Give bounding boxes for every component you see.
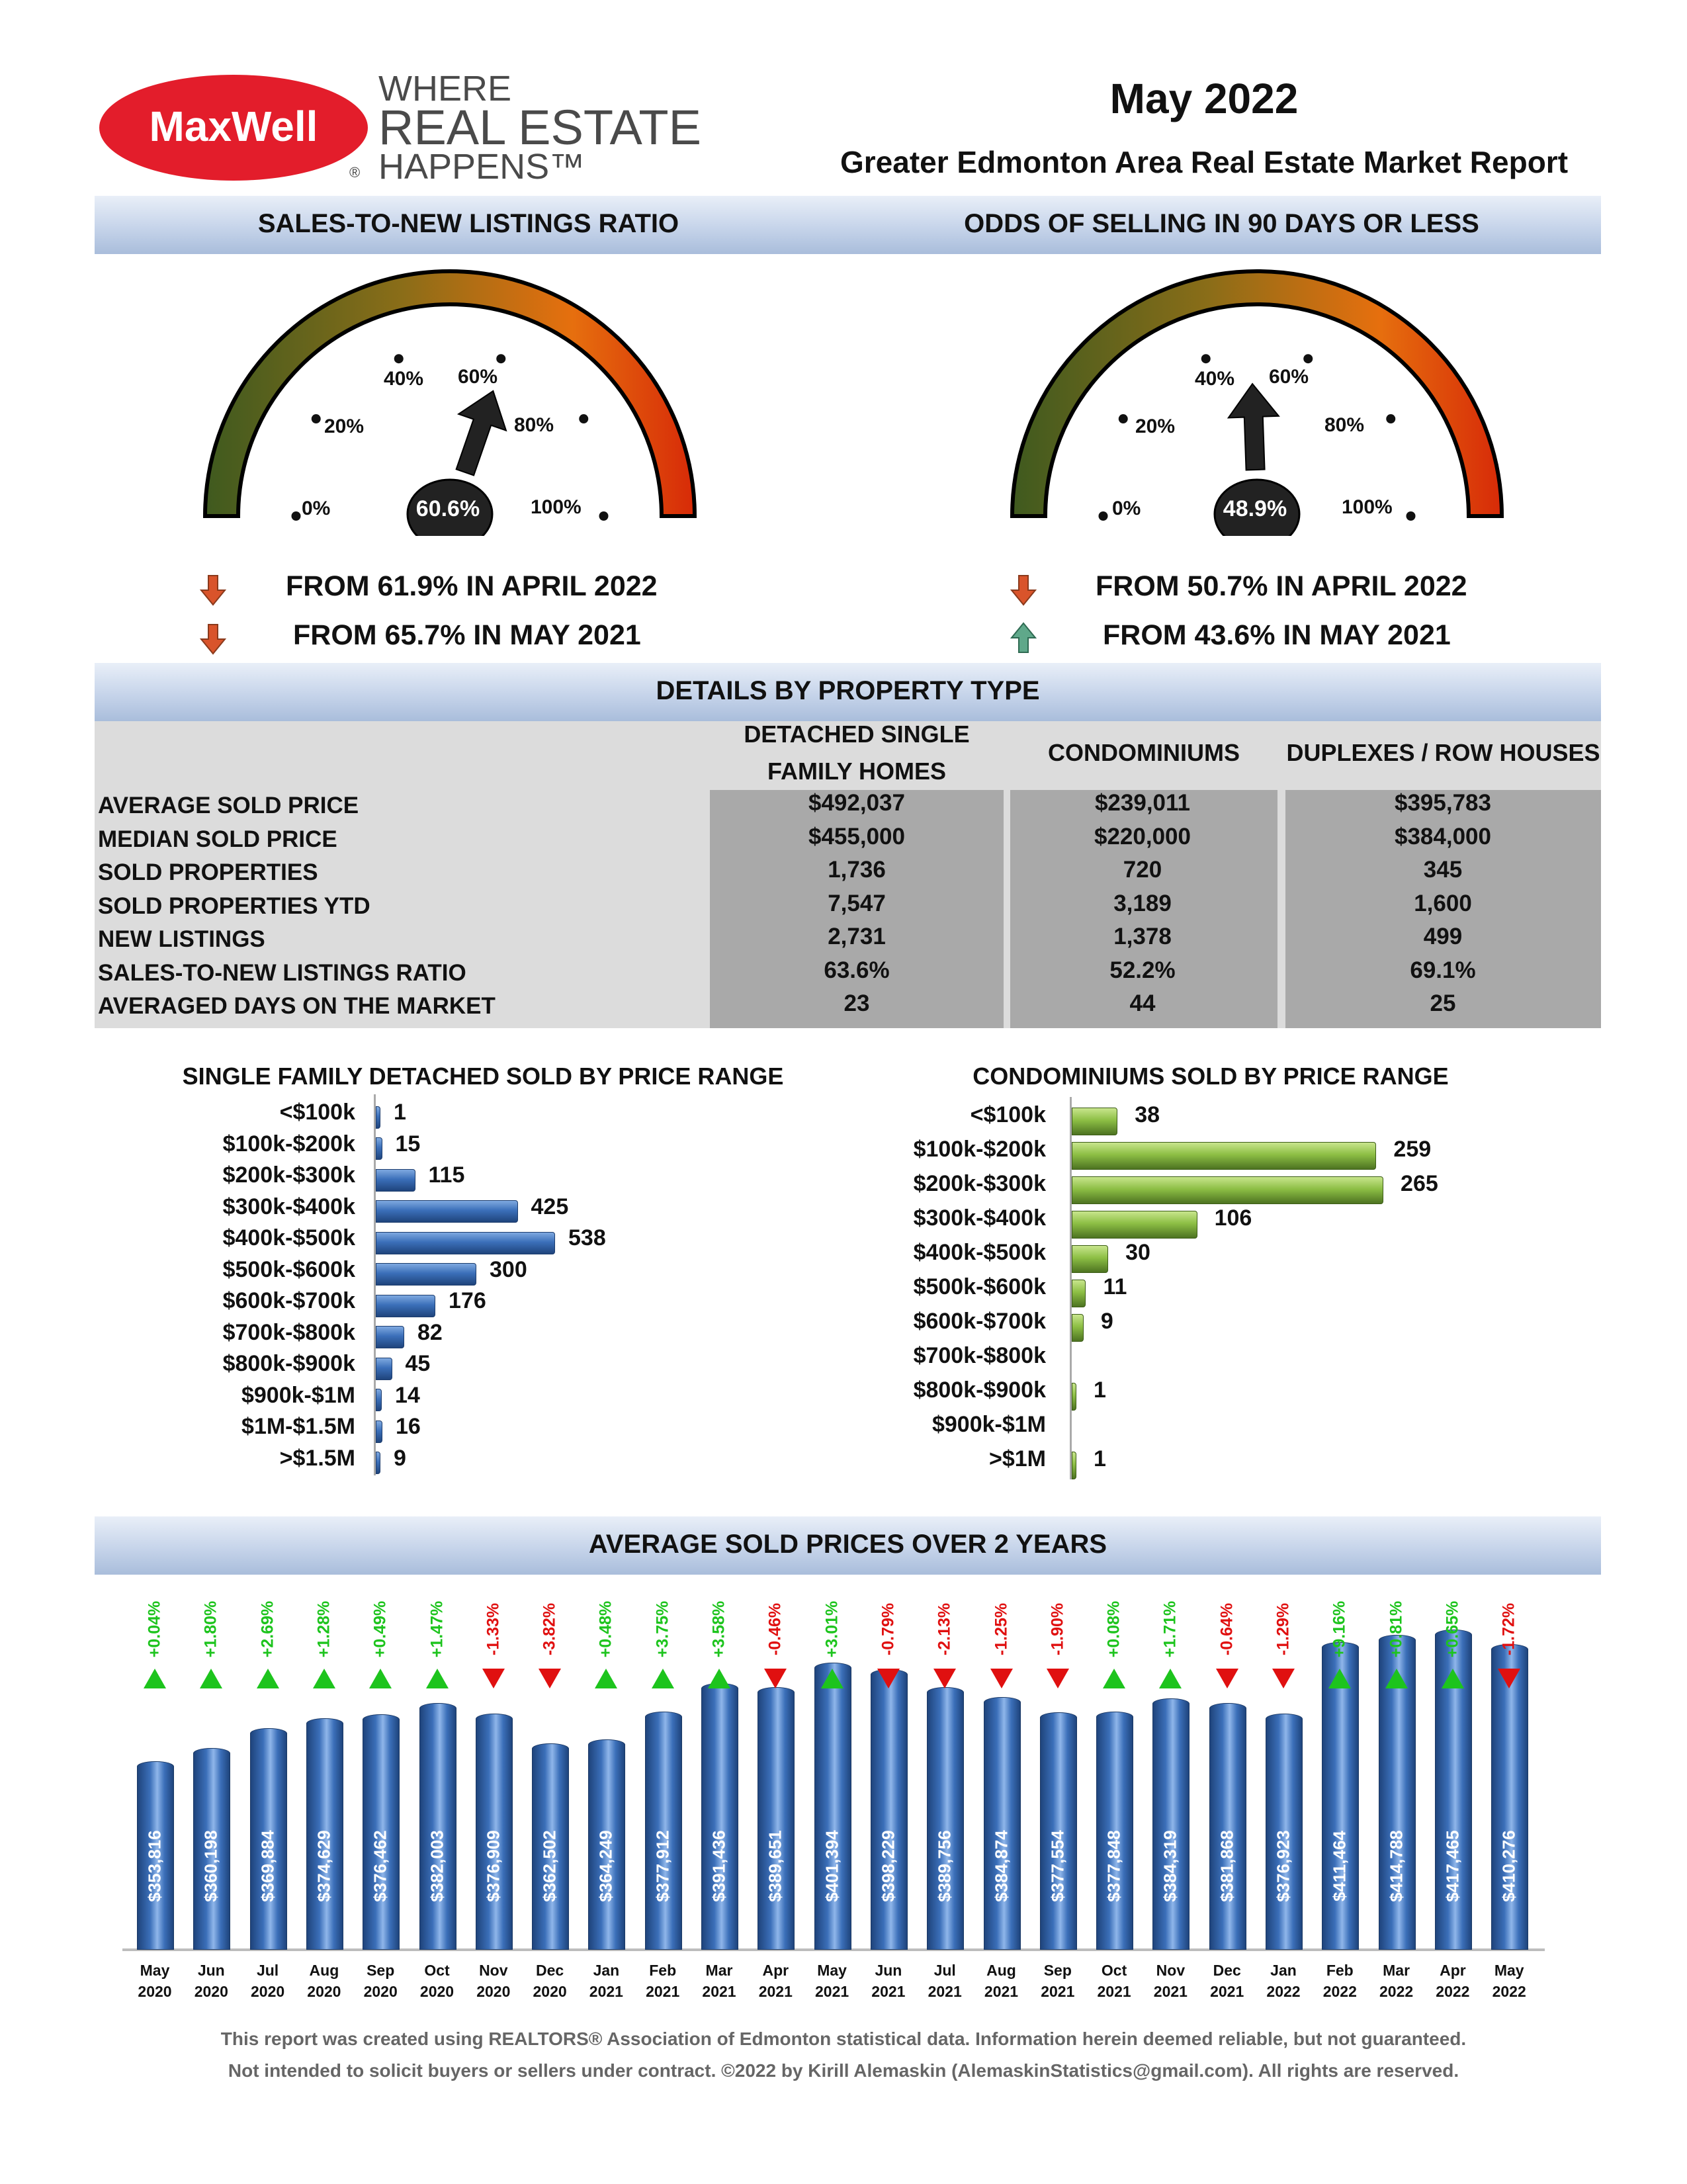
details-row-label: SOLD PROPERTIES YTD (98, 893, 370, 919)
monthly-change-label: -0.46% (765, 1602, 785, 1656)
price-range-value: 176 (449, 1288, 486, 1313)
price-range-bar (1072, 1245, 1108, 1273)
tagline-line-3: HAPPENS™ (378, 147, 585, 187)
year-label: 2022 (1322, 1983, 1357, 2000)
price-range-label: $300k-$400k (913, 1205, 1046, 1231)
avg-price-value: $374,629 (314, 1830, 334, 1902)
details-row-label: AVERAGED DAYS ON THE MARKET (98, 993, 496, 1019)
up-triangle-icon (1385, 1669, 1408, 1688)
down-triangle-icon (539, 1669, 561, 1688)
avg-price-value: $369,884 (257, 1830, 278, 1902)
monthly-change-label: +3.75% (653, 1600, 672, 1658)
year-label: 2020 (476, 1983, 511, 2000)
gauge-tick-dot (1201, 354, 1211, 363)
arrow-down-icon (200, 574, 226, 606)
price-range-value: 82 (417, 1319, 443, 1345)
price-range-bar (376, 1106, 380, 1129)
year-label: 2021 (1041, 1983, 1075, 2000)
year-label: 2020 (194, 1983, 228, 2000)
details-cell: 345 (1423, 857, 1463, 883)
details-cell: 7,547 (828, 890, 886, 916)
monthly-change-label: -1.33% (484, 1602, 503, 1656)
avg-price-value: $382,003 (427, 1830, 447, 1902)
year-label: 2022 (1379, 1983, 1414, 2000)
year-label: 2021 (589, 1983, 623, 2000)
details-row-label: SOLD PROPERTIES (98, 859, 318, 885)
gauge-heading-right: ODDS OF SELLING IN 90 DAYS OR LESS (964, 209, 1479, 238)
gauge-needle (456, 391, 506, 475)
details-header-band (95, 663, 1601, 721)
price-range-bar (376, 1326, 404, 1348)
price-range-label: $700k-$800k (222, 1319, 355, 1345)
gauge-header-band (95, 196, 1601, 254)
report-title: Greater Edmonton Area Real Estate Market Report (840, 145, 1569, 179)
monthly-change-label: +0.08% (1104, 1600, 1123, 1658)
gauge-tick-100: 100% (1342, 496, 1393, 518)
gauge-value-left: 60.6% (415, 496, 480, 521)
month-label: Dec (535, 1962, 564, 1979)
down-triangle-icon (482, 1669, 505, 1688)
gauge-tick-dot (579, 414, 588, 423)
details-row-label: NEW LISTINGS (98, 926, 265, 952)
gauge-tick-40: 40% (384, 368, 424, 390)
gauge-tick-60: 60% (458, 366, 498, 388)
year-label: 2020 (251, 1983, 285, 2000)
price-range-label: >$1.5M (279, 1445, 355, 1471)
avg-price-value: $411,464 (1329, 1831, 1350, 1902)
up-triangle-icon (1442, 1669, 1464, 1688)
avg-price-value: $376,909 (483, 1830, 503, 1902)
tagline-line-1: WHERE (378, 69, 511, 109)
monthly-change-label: +9.16% (1330, 1600, 1349, 1658)
arrow-down-icon (200, 623, 226, 655)
footer-line-1: This report was created using REALTORS® Association of Edmonton statistical data. Information herein deemed reliable, but not guaranteed. (220, 2029, 1467, 2049)
price-range-bar (1072, 1108, 1117, 1135)
price-range-label: $200k-$300k (222, 1162, 355, 1188)
month-label: Apr (762, 1962, 789, 1979)
avg-price-header-band (95, 1516, 1601, 1575)
gauge-tick-dot (312, 414, 321, 423)
gauge-tick-dot (1406, 511, 1416, 521)
year-label: 2021 (702, 1983, 736, 2000)
gauge-tick-dot (496, 354, 505, 363)
price-range-bar (1072, 1383, 1076, 1411)
price-range-label: $100k-$200k (222, 1131, 355, 1157)
month-label: May (1494, 1962, 1524, 1979)
month-label: Aug (309, 1962, 339, 1979)
registered-mark: ® (349, 164, 361, 181)
details-cell: 1,600 (1414, 890, 1472, 916)
price-range-label: $900k-$1M (241, 1382, 355, 1408)
up-triangle-icon (708, 1669, 730, 1688)
price-range-value: 259 (1393, 1137, 1432, 1162)
month-label: May (817, 1962, 847, 1979)
report-period: May 2022 (1109, 75, 1299, 122)
price-range-value: 30 (1125, 1240, 1150, 1265)
price-range-label: $1M-$1.5M (241, 1414, 355, 1439)
gauge-left-change-1: FROM 61.9% IN APRIL 2022 (286, 570, 658, 602)
details-cell: 69.1% (1410, 957, 1476, 983)
price-range-label: >$1M (989, 1446, 1046, 1471)
year-label: 2020 (363, 1983, 398, 2000)
gauge-tick-dot (1119, 414, 1128, 423)
monthly-change-label: +0.65% (1443, 1600, 1462, 1658)
avg-price-heading: AVERAGE SOLD PRICES OVER 2 YEARS (588, 1530, 1107, 1559)
gauge-tick-20: 20% (1135, 415, 1176, 437)
details-cell: 23 (844, 990, 870, 1016)
price-range-value: 45 (405, 1351, 431, 1376)
month-label: Mar (705, 1962, 733, 1979)
price-range-value: 11 (1103, 1274, 1127, 1299)
details-cell: $455,000 (808, 823, 905, 850)
up-triangle-icon (821, 1669, 844, 1688)
gauge-tick-60: 60% (1269, 366, 1309, 388)
price-range-value: 1 (1094, 1446, 1106, 1471)
up-triangle-icon (652, 1669, 674, 1688)
price-range-label: $400k-$500k (222, 1225, 355, 1250)
col-header-detached (710, 716, 1004, 790)
logo-text: MaxWell (149, 103, 318, 150)
tagline (378, 69, 701, 187)
price-range-label: $200k-$300k (913, 1171, 1046, 1196)
price-range-value: 16 (396, 1414, 421, 1439)
price-range-value: 106 (1214, 1205, 1252, 1231)
avg-price-value: $360,198 (200, 1830, 221, 1902)
price-range-label: $500k-$600k (913, 1274, 1046, 1299)
up-triangle-icon (257, 1669, 279, 1688)
avg-price-value: $377,554 (1047, 1830, 1068, 1902)
month-label: Nov (479, 1962, 508, 1979)
price-range-label: <$100k (279, 1100, 355, 1125)
month-label: Jul (256, 1962, 279, 1979)
gauge-tick-dot (1099, 511, 1108, 521)
footer-line-2: Not intended to solicit buyers or sellers under contract. ©2022 by Kirill Alemaskin (AlemaskinStatistics@gmail.com). All rights are reserved. (228, 2060, 1459, 2081)
avg-price-value: $362,502 (539, 1830, 560, 1902)
gauge-right-change-1: FROM 50.7% IN APRIL 2022 (1096, 570, 1467, 602)
price-range-value: 15 (395, 1131, 421, 1157)
monthly-change-label: -1.90% (1048, 1602, 1067, 1656)
gauge-left-change-2: FROM 65.7% IN MAY 2021 (293, 619, 641, 651)
month-label: Jun (875, 1962, 902, 1979)
down-triangle-icon (990, 1669, 1013, 1688)
year-label: 2020 (138, 1983, 172, 2000)
monthly-change-label: -0.79% (879, 1602, 898, 1656)
month-label: Jun (197, 1962, 225, 1979)
price-range-value: 9 (1100, 1309, 1113, 1334)
year-label: 2022 (1266, 1983, 1301, 2000)
price-range-label: $600k-$700k (913, 1309, 1046, 1334)
gauge-tick-40: 40% (1195, 368, 1235, 390)
monthly-change-label: +3.01% (822, 1600, 842, 1658)
month-label: Feb (1326, 1962, 1354, 1979)
avg-price-value: $381,868 (1217, 1830, 1237, 1902)
monthly-change-label: +0.48% (596, 1600, 615, 1658)
price-range-value: 9 (394, 1445, 406, 1471)
gauge-tick-0: 0% (302, 498, 331, 519)
gauge-tick-dot (394, 354, 404, 363)
price-range-bar (1072, 1176, 1383, 1204)
monthly-change-label: +3.58% (709, 1600, 728, 1658)
tagline-line-2: REAL ESTATE (378, 100, 701, 155)
avg-price-value: $401,394 (822, 1830, 842, 1902)
up-triangle-icon (595, 1669, 617, 1688)
gauge-heading-left: SALES-TO-NEW LISTINGS RATIO (257, 209, 679, 238)
monthly-change-label: +1.28% (314, 1600, 333, 1658)
up-triangle-icon (426, 1669, 449, 1688)
monthly-change-label: -1.72% (1499, 1602, 1518, 1656)
details-cell: 25 (1430, 990, 1456, 1016)
price-range-bar (1072, 1280, 1086, 1307)
details-cell: $239,011 (1094, 790, 1191, 816)
details-cell: 52.2% (1109, 957, 1176, 983)
monthly-change-label: -1.25% (992, 1602, 1010, 1656)
month-label: Apr (1440, 1962, 1466, 1979)
up-triangle-icon (313, 1669, 335, 1688)
up-triangle-icon (1328, 1669, 1351, 1688)
month-label: Sep (367, 1962, 395, 1979)
price-range-label: $800k-$900k (222, 1351, 355, 1376)
price-range-value: 538 (568, 1225, 606, 1250)
up-triangle-icon (1103, 1669, 1125, 1688)
avg-price-value: $353,816 (144, 1830, 165, 1902)
price-range-value: 1 (394, 1100, 406, 1125)
monthly-change-label: +2.69% (258, 1600, 277, 1658)
details-cell: 3,189 (1113, 890, 1172, 916)
detached-chart-title: SINGLE FAMILY DETACHED SOLD BY PRICE RANGE (182, 1063, 784, 1090)
details-row-label: SALES-TO-NEW LISTINGS RATIO (98, 959, 466, 986)
price-range-label: <$100k (970, 1102, 1046, 1127)
gauge-tick-dot (1303, 354, 1313, 363)
gauge-value-badge (405, 476, 491, 543)
arrow-up-icon (1010, 622, 1037, 654)
price-range-bar (376, 1137, 382, 1160)
month-label: Dec (1213, 1962, 1241, 1979)
col-header-detached-line-1: DETACHED SINGLE (744, 721, 970, 748)
avg-price-value: $414,788 (1386, 1830, 1406, 1902)
month-label: Mar (1383, 1962, 1410, 1979)
details-heading: DETAILS BY PROPERTY TYPE (656, 676, 1040, 705)
price-range-value: 1 (1094, 1377, 1106, 1403)
price-range-bar (1072, 1142, 1376, 1170)
gauge-value-right: 48.9% (1223, 496, 1287, 521)
details-cell: $220,000 (1094, 823, 1191, 850)
price-range-label: $100k-$200k (913, 1137, 1046, 1162)
year-label: 2020 (419, 1983, 454, 2000)
price-range-value: 115 (428, 1162, 465, 1188)
price-range-bar (376, 1263, 476, 1286)
price-range-value: 265 (1401, 1171, 1438, 1196)
price-range-value: 300 (490, 1256, 527, 1282)
avg-price-value: $389,756 (934, 1830, 955, 1902)
price-range-bar (376, 1358, 392, 1380)
price-range-bar (376, 1389, 382, 1411)
month-label: May (140, 1962, 170, 1979)
month-label: Aug (986, 1962, 1016, 1979)
details-cell: 1,378 (1113, 924, 1172, 949)
details-cell: 499 (1423, 924, 1463, 949)
gauge-tick-20: 20% (324, 415, 365, 437)
avg-price-value: $398,229 (878, 1830, 898, 1902)
year-label: 2021 (984, 1983, 1019, 2000)
details-row-label: MEDIAN SOLD PRICE (98, 826, 337, 852)
price-range-label: $300k-$400k (222, 1194, 355, 1219)
year-label: 2021 (646, 1983, 680, 2000)
monthly-change-label: -2.13% (935, 1602, 954, 1656)
monthly-change-label: -3.82% (540, 1602, 559, 1656)
details-cell: 63.6% (824, 957, 890, 983)
gauge-tick-dot (1386, 414, 1395, 423)
condo-chart-title: CONDOMINIUMS SOLD BY PRICE RANGE (973, 1063, 1449, 1090)
year-label: 2021 (815, 1983, 849, 2000)
year-label: 2020 (533, 1983, 567, 2000)
price-range-bar (376, 1232, 555, 1254)
month-label: Nov (1156, 1962, 1186, 1979)
col-header-condominiums: CONDOMINIUMS (1048, 739, 1240, 766)
monthly-change-label: -0.64% (1217, 1602, 1236, 1656)
monthly-change-label: +1.80% (201, 1600, 220, 1658)
details-cell: $384,000 (1395, 823, 1491, 850)
month-label: Oct (424, 1962, 450, 1979)
monthly-change-label: +0.81% (1387, 1600, 1406, 1658)
details-cell: 1,736 (828, 857, 886, 883)
price-range-bar (1072, 1314, 1084, 1342)
gauge-tick-80: 80% (514, 414, 554, 436)
avg-price-value: $391,436 (709, 1830, 729, 1902)
avg-price-value: $377,912 (652, 1830, 673, 1902)
year-label: 2020 (307, 1983, 341, 2000)
month-label: Oct (1101, 1962, 1127, 1979)
year-label: 2021 (1153, 1983, 1188, 2000)
price-range-label: $400k-$500k (913, 1240, 1046, 1265)
avg-price-value: $376,923 (1273, 1830, 1293, 1902)
avg-price-value: $417,465 (1442, 1830, 1463, 1902)
avg-price-value: $389,651 (765, 1830, 785, 1902)
gauge-tick-dot (292, 511, 301, 521)
year-label: 2021 (1210, 1983, 1244, 2000)
gauge-right-change-2: FROM 43.6% IN MAY 2021 (1103, 619, 1451, 651)
price-range-label: $600k-$700k (222, 1288, 355, 1313)
monthly-change-label: +0.49% (370, 1600, 390, 1658)
year-label: 2021 (928, 1983, 962, 2000)
gauge-tick-0: 0% (1112, 498, 1141, 519)
price-range-label: $900k-$1M (931, 1412, 1046, 1437)
monthly-change-label: +1.71% (1160, 1600, 1180, 1658)
month-label: Jan (593, 1962, 620, 1979)
month-label: Jul (933, 1962, 956, 1979)
details-cell: 720 (1123, 857, 1162, 883)
avg-price-value: $410,276 (1498, 1830, 1519, 1902)
arrow-down-icon (1010, 574, 1037, 606)
down-triangle-icon (1216, 1669, 1238, 1688)
price-range-label: $500k-$600k (222, 1256, 355, 1282)
price-range-bar (376, 1420, 382, 1443)
gauge-value-badge (1212, 476, 1298, 543)
price-range-bar (376, 1169, 415, 1192)
price-range-bar (1072, 1211, 1197, 1239)
month-label: Jan (1270, 1962, 1297, 1979)
down-triangle-icon (1272, 1669, 1295, 1688)
price-range-value: 38 (1135, 1102, 1160, 1127)
avg-price-value: $377,848 (1103, 1830, 1124, 1902)
month-label: Feb (649, 1962, 677, 1979)
up-triangle-icon (1159, 1669, 1182, 1688)
avg-price-value: $376,462 (370, 1830, 390, 1902)
price-range-bar (376, 1452, 380, 1474)
price-range-bar (376, 1295, 435, 1317)
year-label: 2022 (1436, 1983, 1470, 2000)
details-cell: $395,783 (1395, 790, 1491, 816)
price-range-value: 425 (531, 1194, 569, 1219)
down-triangle-icon (764, 1669, 787, 1688)
year-label: 2021 (871, 1983, 906, 2000)
year-label: 2022 (1492, 1983, 1526, 2000)
gauge-needle (1229, 384, 1279, 470)
details-cell: 2,731 (828, 924, 886, 949)
down-triangle-icon (1047, 1669, 1069, 1688)
col-header-detached-line-2: FAMILY HOMES (767, 758, 947, 785)
price-range-value: 14 (395, 1382, 420, 1408)
month-label: Sep (1043, 1962, 1072, 1979)
monthly-change-label: +1.47% (427, 1600, 446, 1658)
gauge-tick-80: 80% (1324, 414, 1365, 436)
gauge-tick-dot (599, 511, 609, 521)
price-range-label: $800k-$900k (913, 1377, 1046, 1403)
price-range-label: $700k-$800k (913, 1343, 1046, 1368)
avg-price-value: $384,874 (991, 1830, 1011, 1902)
monthly-change-label: -1.29% (1274, 1602, 1293, 1656)
down-triangle-icon (933, 1669, 956, 1688)
price-range-bar (1072, 1452, 1076, 1479)
price-range-bar (376, 1200, 518, 1223)
year-label: 2021 (758, 1983, 793, 2000)
details-cell: 44 (1129, 990, 1156, 1016)
avg-price-value: $364,249 (595, 1830, 616, 1902)
up-triangle-icon (200, 1669, 222, 1688)
down-triangle-icon (1498, 1669, 1520, 1688)
logo (98, 71, 369, 184)
col-header-duplexes: DUPLEXES / ROW HOUSES (1286, 739, 1600, 766)
avg-price-value: $384,319 (1160, 1830, 1180, 1902)
year-label: 2021 (1097, 1983, 1131, 2000)
gauge-tick-100: 100% (531, 496, 582, 518)
details-cell: $492,037 (808, 790, 905, 816)
up-triangle-icon (369, 1669, 392, 1688)
details-row-label: AVERAGE SOLD PRICE (98, 793, 359, 818)
up-triangle-icon (144, 1669, 166, 1688)
monthly-change-label: +0.04% (145, 1600, 164, 1658)
down-triangle-icon (877, 1669, 900, 1688)
